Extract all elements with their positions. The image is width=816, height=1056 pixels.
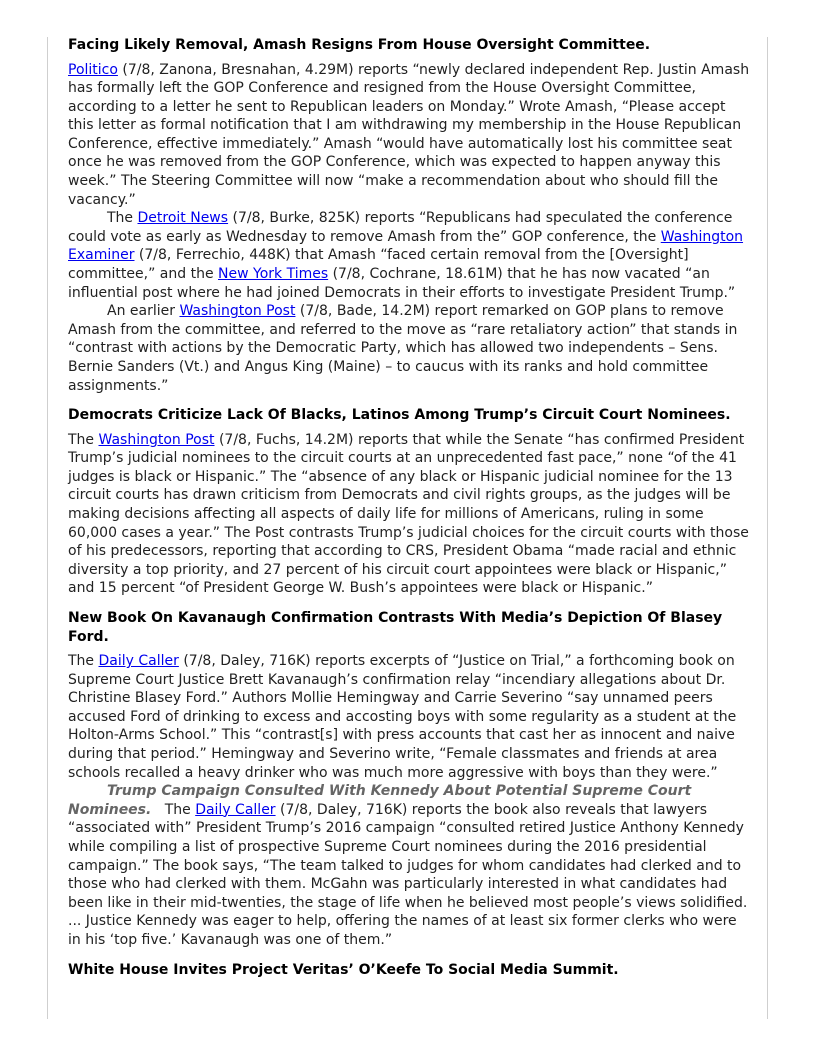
article-amash [68, 36, 752, 395]
article-paragraph: Trump Campaign Consulted With Kennedy About Potential Supreme Court Nominees. The Daily Caller (7/8, Daley, 716K) reports the book also reveals that lawyers “associated with” President Trump’s 2016 campaign “consulted retired Justice Anthony Kennedy while compiling a list of prospective Supreme Court nominees during the 2016 presidential campaign.” The book says, “The team talked to judges for whom candidates had clerked and to those who had clerked with them. McGahn was particularly interested in what candidates had been like in their mid-twenties, the stage of life when he believed most people’s views solidified. ... Justice Kennedy was eager to help, offering the names of at least six former clerks who were in his ‘top five.’ Kavanaugh was one of them.” [68, 783, 748, 948]
source-link-washington-post[interactable]: Washington Post [179, 303, 296, 320]
source-link-detroit-news[interactable]: Detroit News [137, 210, 229, 227]
article-kavanaugh-book [68, 609, 752, 950]
article-paragraph: An earlier Washington Post (7/8, Bade, 14.2M) report remarked on GOP plans to remove Amash from the committee, and referred to the move as “rare retaliatory action” that stands in “contrast with actions by the Democratic Party, which has allowed two independents – Sens. Bernie Sanders (Vt.) and Angus King (Maine) – to caucus with its ranks and hold committee assignments.” [68, 303, 738, 394]
newsletter-content [68, 36, 752, 990]
article-headline: New Book On Kavanaugh Confirmation Contrasts With Media’s Depiction Of Blasey Ford. [68, 610, 723, 645]
article-headline: White House Invites Project Veritas’ O’Keefe To Social Media Summit. [68, 961, 619, 978]
article-okeefe [68, 961, 752, 980]
source-link-washington-post[interactable]: Washington Post [98, 431, 215, 448]
page-right-rule [767, 37, 768, 1019]
article-headline: Facing Likely Removal, Amash Resigns From House Oversight Committee. [68, 37, 651, 53]
source-link-washington-examiner[interactable]: Washington Examiner [68, 228, 744, 264]
article-circuit-court [68, 406, 752, 598]
source-link-daily-caller[interactable]: Daily Caller [195, 801, 276, 818]
source-link-daily-caller[interactable]: Daily Caller [98, 653, 179, 670]
article-paragraph: Politico (7/8, Zanona, Bresnahan, 4.29M) reports “newly declared independent Rep. Justin Amash has formally left the GOP Conference and resigned from the House Oversight Committee, according to a letter he sent to Republican leaders on Monday.” Wrote Amash, “Please accept this letter as formal notification that I am withdrawing my membership in the House Republican Conference, effective immediately.” Amash “would have automatically lost his committee seat once he was removed from the GOP Conference, which was expected to happen anyway this week.” The Steering Committee will now “make a recommendation about who should fill the vacancy.” [68, 61, 750, 208]
article-paragraph: The Daily Caller (7/8, Daley, 716K) reports excerpts of “Justice on Trial,” a forthcoming book on Supreme Court Justice Brett Kavanaugh’s confirmation relay “incendiary allegations about Dr. Christine Blasey Ford.” Authors Mollie Hemingway and Carrie Severino “say unnamed peers accused Ford of drinking to excess and accosting boys with some regularity as a student at the Holton-Arms School.” This “contrast[s] with press accounts that cast her as innocent and naive during that period.” Hemingway and Severino write, “Female classmates and friends at area schools recalled a heavy drinker who was much more aggressive with boys than they were.” [68, 653, 737, 781]
source-link-politico[interactable]: Politico [68, 61, 118, 78]
article-subhead: Trump Campaign Consulted With Kennedy About Potential Supreme Court Nominees. [68, 783, 692, 818]
article-headline: Democrats Criticize Lack Of Blacks, Latinos Among Trump’s Circuit Court Nominees. [68, 407, 731, 424]
article-paragraph: The Washington Post (7/8, Fuchs, 14.2M) reports that while the Senate “has confirmed President Trump’s judicial nominees to the circuit courts at an unprecedented fast pace,” none “of the 41 judges is black or Hispanic.” The “absence of any black or Hispanic judicial nominee for the 13 circuit courts has drawn criticism from Democrats and civil rights groups, as the judges will be making decisions affecting all aspects of daily life for millions of Americans, ruling in some 60,000 cases a year.” The Post contrasts Trump’s judicial choices for the circuit courts with those of his predecessors, reporting that according to CRS, President Obama “made racial and ethnic diversity a top priority, and 27 percent of his circuit court appointees were black or Hispanic,” and 15 percent “of President George W. Bush’s appointees were black or Hispanic.” [68, 431, 749, 597]
article-paragraph: The Detroit News (7/8, Burke, 825K) reports “Republicans had speculated the conference could vote as early as Wednesday to remove Amash from the” GOP conference, the Washington Examiner (7/8, Ferrechio, 448K) that Amash “faced certain removal from the [Oversight] committee,” and the New York Times (7/8, Cochrane, 18.61M) that he has now vacated “an influential post where he had joined Democrats in their efforts to investigate President Trump.” [68, 210, 744, 301]
source-link-new-york-times[interactable]: New York Times [218, 266, 329, 283]
page-left-rule [47, 37, 48, 1019]
